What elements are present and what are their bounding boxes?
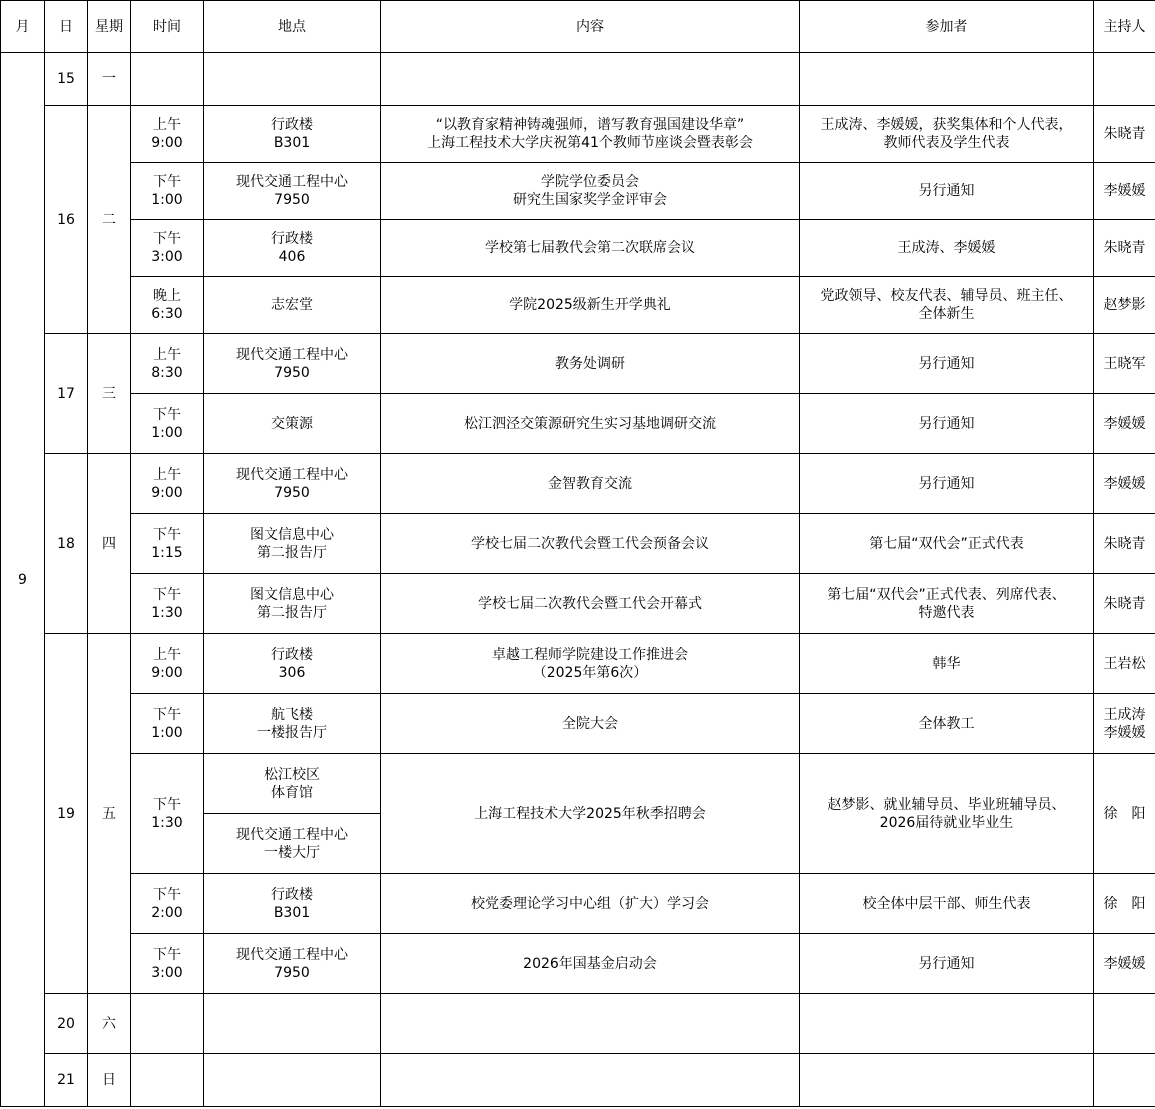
host-cell: 王晓军	[1094, 334, 1155, 394]
table-row	[1, 994, 1155, 1054]
host-cell: 李媛媛	[1094, 934, 1155, 994]
place-cell: 志宏堂	[204, 277, 381, 334]
time-cell: 下午 1:00	[131, 163, 204, 220]
time-cell: 上午 9:00	[131, 454, 204, 514]
participants-cell: 另行通知	[800, 334, 1094, 394]
content-cell: 校党委理论学习中心组（扩大）学习会	[381, 874, 800, 934]
table-row	[1, 163, 1155, 220]
host-cell: 朱晓青	[1094, 220, 1155, 277]
participants-cell: 赵梦影、就业辅导员、毕业班辅导员、 2026届待就业毕业生	[800, 754, 1094, 874]
day-cell: 20	[45, 994, 88, 1054]
header-row	[1, 1, 1155, 53]
time-cell: 下午 1:00	[131, 694, 204, 754]
content-cell: 学院2025级新生开学典礼	[381, 277, 800, 334]
header-time: 时间	[131, 1, 204, 53]
day-cell: 16	[45, 106, 88, 334]
month-cell: 9	[1, 53, 45, 1107]
place-cell: 行政楼 406	[204, 220, 381, 277]
place-cell: 行政楼 B301	[204, 106, 381, 163]
place-cell: 行政楼 306	[204, 634, 381, 694]
content-cell: “以教育家精神铸魂强师，谱写教育强国建设华章” 上海工程技术大学庆祝第41个教师节座谈会暨表彰会	[381, 106, 800, 163]
weekday-cell: 三	[88, 334, 131, 454]
participants-cell: 王成涛、李媛媛，获奖集体和个人代表， 教师代表及学生代表	[800, 106, 1094, 163]
place-cell: 交策源	[204, 394, 381, 454]
content-cell: 上海工程技术大学2025年秋季招聘会	[381, 754, 800, 874]
host-cell: 李媛媛	[1094, 163, 1155, 220]
table-row	[1, 106, 1155, 163]
participants-cell: 韩华	[800, 634, 1094, 694]
participants-cell: 另行通知	[800, 934, 1094, 994]
time-cell: 下午 2:00	[131, 874, 204, 934]
host-cell: 李媛媛	[1094, 394, 1155, 454]
host-cell: 朱晓青	[1094, 514, 1155, 574]
time-cell: 下午 1:30	[131, 754, 204, 874]
day-cell: 21	[45, 1054, 88, 1107]
table-row	[1, 694, 1155, 754]
header-content: 内容	[381, 1, 800, 53]
time-cell: 晚上 6:30	[131, 277, 204, 334]
host-cell: 李媛媛	[1094, 454, 1155, 514]
table-row	[1, 754, 1155, 814]
weekday-cell: 二	[88, 106, 131, 334]
time-cell: 下午 1:00	[131, 394, 204, 454]
table-row	[1, 634, 1155, 694]
content-cell: 教务处调研	[381, 334, 800, 394]
day-cell: 19	[45, 634, 88, 994]
host-cell: 徐 阳	[1094, 874, 1155, 934]
table-row	[1, 514, 1155, 574]
table-row	[1, 1054, 1155, 1107]
content-cell: 学校第七届教代会第二次联席会议	[381, 220, 800, 277]
place-cell: 现代交通工程中心 7950	[204, 163, 381, 220]
header-participants: 参加者	[800, 1, 1094, 53]
weekday-cell: 日	[88, 1054, 131, 1107]
content-cell: 学校七届二次教代会暨工代会开幕式	[381, 574, 800, 634]
content-cell: 松江泗泾交策源研究生实习基地调研交流	[381, 394, 800, 454]
participants-cell: 另行通知	[800, 394, 1094, 454]
day-cell: 17	[45, 334, 88, 454]
participants-cell: 第七届“双代会”正式代表、列席代表、 特邀代表	[800, 574, 1094, 634]
content-cell: 卓越工程师学院建设工作推进会 （2025年第6次）	[381, 634, 800, 694]
table-row	[1, 934, 1155, 994]
participants-cell: 校全体中层干部、师生代表	[800, 874, 1094, 934]
place-cell: 现代交通工程中心 一楼大厅	[204, 814, 381, 874]
table-row	[1, 53, 1155, 106]
content-cell: 学校七届二次教代会暨工代会预备会议	[381, 514, 800, 574]
participants-cell: 第七届“双代会”正式代表	[800, 514, 1094, 574]
place-cell: 现代交通工程中心 7950	[204, 334, 381, 394]
time-cell: 上午 9:00	[131, 106, 204, 163]
table-row	[1, 394, 1155, 454]
time-cell: 下午 1:30	[131, 574, 204, 634]
place-cell: 现代交通工程中心 7950	[204, 934, 381, 994]
participants-cell: 另行通知	[800, 454, 1094, 514]
host-cell: 王成涛 李媛媛	[1094, 694, 1155, 754]
header-month: 月	[1, 1, 45, 53]
content-cell: 2026年国基金启动会	[381, 934, 800, 994]
weekday-cell: 四	[88, 454, 131, 634]
content-cell: 全院大会	[381, 694, 800, 754]
participants-cell: 王成涛、李媛媛	[800, 220, 1094, 277]
header-day: 日	[45, 1, 88, 53]
participants-cell: 党政领导、校友代表、辅导员、班主任、 全体新生	[800, 277, 1094, 334]
content-cell: 金智教育交流	[381, 454, 800, 514]
host-cell: 徐 阳	[1094, 754, 1155, 874]
host-cell: 朱晓青	[1094, 106, 1155, 163]
host-cell: 朱晓青	[1094, 574, 1155, 634]
weekday-cell: 五	[88, 634, 131, 994]
time-cell: 下午 3:00	[131, 934, 204, 994]
host-cell: 王岩松	[1094, 634, 1155, 694]
time-cell: 上午 8:30	[131, 334, 204, 394]
time-cell: 下午 3:00	[131, 220, 204, 277]
weekday-cell: 一	[88, 53, 131, 106]
host-cell: 赵梦影	[1094, 277, 1155, 334]
header-host: 主持人	[1094, 1, 1155, 53]
place-cell: 图文信息中心 第二报告厅	[204, 514, 381, 574]
place-cell: 现代交通工程中心 7950	[204, 454, 381, 514]
content-cell: 学院学位委员会 研究生国家奖学金评审会	[381, 163, 800, 220]
table-row	[1, 334, 1155, 394]
weekday-cell: 六	[88, 994, 131, 1054]
place-cell: 航飞楼 一楼报告厅	[204, 694, 381, 754]
header-weekday: 星期	[88, 1, 131, 53]
header-place: 地点	[204, 1, 381, 53]
table-row	[1, 874, 1155, 934]
table-row	[1, 454, 1155, 514]
participants-cell: 另行通知	[800, 163, 1094, 220]
participants-cell: 全体教工	[800, 694, 1094, 754]
day-cell: 15	[45, 53, 88, 106]
place-cell: 行政楼 B301	[204, 874, 381, 934]
day-cell: 18	[45, 454, 88, 634]
place-cell: 松江校区 体育馆	[204, 754, 381, 814]
table-row	[1, 220, 1155, 277]
time-cell: 下午 1:15	[131, 514, 204, 574]
table-row	[1, 574, 1155, 634]
table-row	[1, 277, 1155, 334]
place-cell: 图文信息中心 第二报告厅	[204, 574, 381, 634]
time-cell: 上午 9:00	[131, 634, 204, 694]
